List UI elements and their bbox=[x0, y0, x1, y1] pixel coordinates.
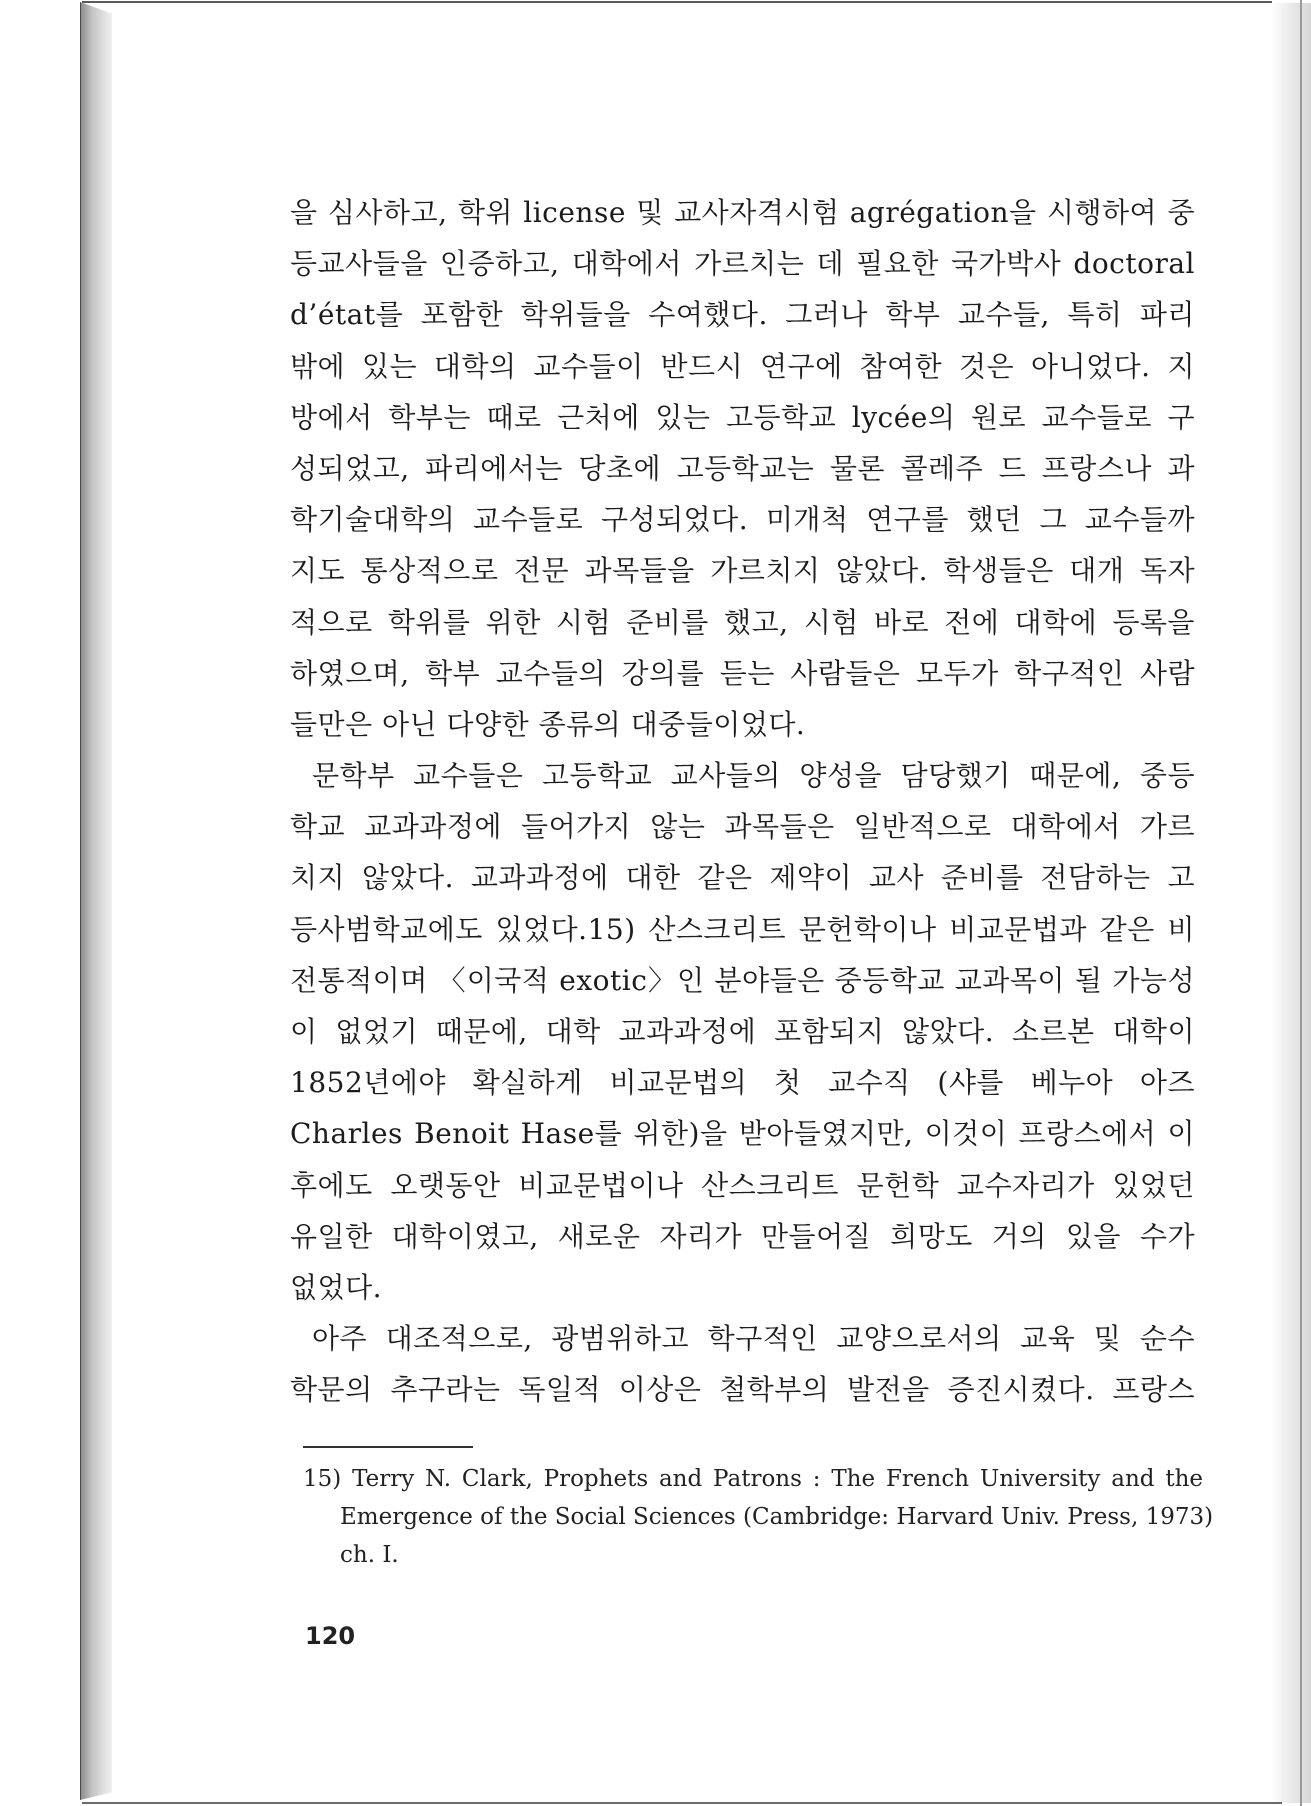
footnote-separator bbox=[303, 1446, 473, 1448]
text-line: 성되었고, 파리에서는 당초에 고등학교는 물론 콜레주 드 프랑스나 과 bbox=[290, 451, 1195, 485]
page-right-edge bbox=[1300, 0, 1302, 1806]
paragraph-2 bbox=[290, 750, 1195, 1313]
text-line: 아주 대조적으로, 광범위하고 학구적인 교양으로서의 교육 및 순수 bbox=[312, 1322, 1195, 1356]
page-right-shadow bbox=[1272, 3, 1311, 1803]
text-line: 전통적이며 〈이국적 exotic〉인 분야들은 중등학교 교과목이 될 가능성 bbox=[290, 963, 1195, 997]
text-line: 방에서 학부는 때로 근처에 있는 고등학교 lycée의 원로 교수들로 구 bbox=[290, 400, 1195, 434]
footnotes bbox=[303, 1460, 1214, 1574]
footnote-line: Emergence of the Social Sciences (Cambridge: Harvard Univ. Press, 1973) bbox=[340, 1504, 1214, 1530]
text-line: 치지 않았다. 교과과정에 대한 같은 제약이 교사 준비를 전담하는 고 bbox=[290, 861, 1195, 895]
text-line: Charles Benoit Hase를 위한)을 받아들였지만, 이것이 프랑스에서 이 bbox=[290, 1117, 1195, 1151]
text-line: 학교 교과과정에 들어가지 않는 과목들은 일반적으로 대학에서 가르 bbox=[290, 810, 1195, 844]
text-line: d’état를 포함한 학위들을 수여했다. 그러나 학부 교수들, 특히 파리 bbox=[290, 298, 1195, 332]
text-line: 이 없었기 때문에, 대학 교과과정에 포함되지 않았다. 소르본 대학이 bbox=[290, 1015, 1195, 1048]
text-line: 유일한 대학이였고, 새로운 자리가 만들어질 희망도 거의 있을 수가 bbox=[290, 1219, 1195, 1253]
body-text bbox=[290, 187, 1195, 1416]
footnote-line: ch. I. bbox=[340, 1542, 399, 1568]
page-number: 120 bbox=[305, 1622, 356, 1650]
paragraph-3 bbox=[290, 1313, 1195, 1415]
paragraph-1 bbox=[290, 187, 1195, 750]
text-line: 하였으며, 학부 교수들의 강의를 듣는 사람들은 모두가 학구적인 사람 bbox=[290, 656, 1195, 690]
text-line: 학기술대학의 교수들로 구성되었다. 미개척 연구를 했던 그 교수들까 bbox=[290, 503, 1195, 537]
text-line: 적으로 학위를 위한 시험 준비를 했고, 시험 바로 전에 대학에 등록을 bbox=[290, 605, 1195, 639]
footnote-line: 15) Terry N. Clark, Prophets and Patrons : The French University and the bbox=[303, 1466, 1203, 1492]
text-line: 없었다. bbox=[290, 1270, 383, 1304]
text-line: 1852년에야 확실하게 비교문법의 첫 교수직 (샤를 베누아 아즈 bbox=[290, 1066, 1195, 1100]
text-line: 밖에 있는 대학의 교수들이 반드시 연구에 참여한 것은 아니었다. 지 bbox=[290, 349, 1195, 383]
text-line: 문학부 교수들은 고등학교 교사들의 양성을 담당했기 때문에, 중등 bbox=[312, 759, 1195, 793]
text-line: 학문의 추구라는 독일적 이상은 철학부의 발전을 증진시켰다. 프랑스 bbox=[290, 1373, 1195, 1407]
page-top-edge bbox=[82, 1, 1272, 3]
book-spine bbox=[80, 2, 113, 1800]
text-line: 지도 통상적으로 전문 과목들을 가르치지 않았다. 학생들은 대개 독자 bbox=[290, 554, 1195, 588]
page-bottom-edge bbox=[82, 1802, 1282, 1804]
text-line: 후에도 오랫동안 비교문법이나 산스크리트 문헌학 교수자리가 있었던 bbox=[290, 1168, 1195, 1202]
text-line: 들만은 아닌 다양한 종류의 대중들이었다. bbox=[290, 707, 806, 741]
text-line: 등사범학교에도 있었다.15) 산스크리트 문헌학이나 비교문법과 같은 비 bbox=[290, 912, 1195, 946]
text-line: 을 심사하고, 학위 license 및 교사자격시험 agrégation을 시행하여 중 bbox=[290, 196, 1195, 229]
text-line: 등교사들을 인증하고, 대학에서 가르치는 데 필요한 국가박사 doctoral bbox=[290, 247, 1195, 281]
